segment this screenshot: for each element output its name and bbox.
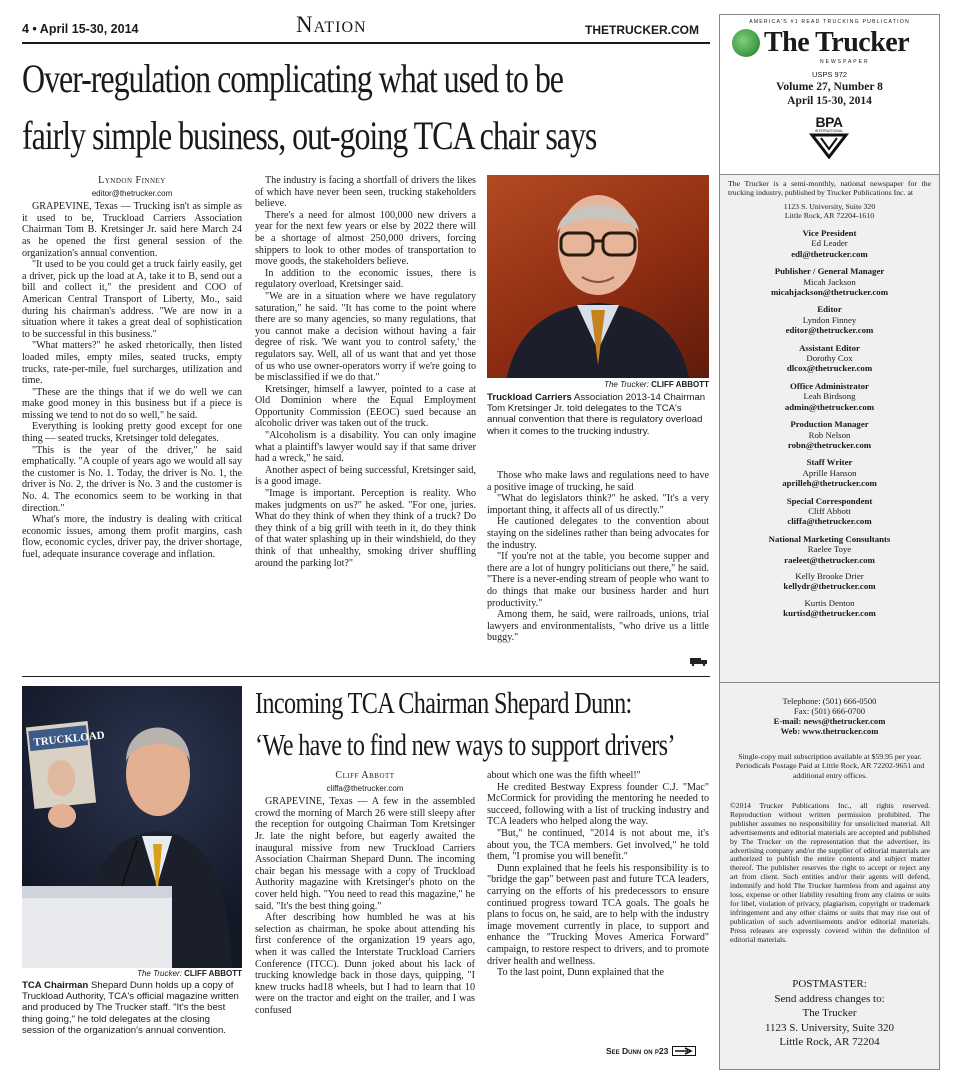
story2-byline: Cliff Abbott <box>335 770 395 781</box>
paragraph: "What do legislators think?" he asked. "It's a very important thing, it affects all of us directly." <box>487 493 709 516</box>
story2-photo-credit <box>22 969 242 978</box>
story1-byline-email[interactable]: editor@thetrucker.com <box>91 188 173 198</box>
staff-name: Raelee Toye <box>807 544 852 555</box>
postmaster-block <box>720 977 939 1050</box>
telephone: Telephone: (501) 666-0500 <box>782 696 877 706</box>
staff-name: Kurtis Denton <box>804 597 855 608</box>
staff-entry <box>720 571 939 592</box>
publisher-address-line2: Little Rock, AR 72204-1610 <box>784 211 875 221</box>
dunn-portrait-image <box>22 686 242 968</box>
staff-name: Micah Jackson <box>803 276 856 287</box>
staff-name: Ed Leader <box>811 238 848 249</box>
credit-publication: The Trucker: <box>137 969 182 978</box>
paragraph: The industry is facing a shortfall of drivers the likes of which have never been seen, trucking stakeholders believe. <box>255 175 476 210</box>
paragraph: In addition to the economic issues, there is regulatory overload, Kretsinger said. <box>255 267 476 291</box>
postmaster-heading: POSTMASTER: <box>792 978 867 990</box>
masthead-volume: Volume 27, Number 8 <box>776 81 883 93</box>
paragraph: "These are the things that if we do well we can make good money in this business but if a piece is missing we tend to not do so well," he said. <box>22 386 242 421</box>
paragraph: Dunn explained that he feels his responsibility is to "bridge the gap" between past and future TCA leaders, carrying on the efforts of his predecessors to ensure continued progress toward TCA goals. The goals he plans to focus on, he said, are to help with the industry image movement currently in place, to support and enhance the "Trucking Moves America Forward" campaign, to restore respect to drivers, and to promote driver health and wellness. <box>487 862 709 967</box>
story1-headline-line2: fairly simple business, out-going TCA chair says <box>22 113 597 158</box>
staff-name: Dorothy Cox <box>806 353 853 364</box>
paragraph: "This is the year of the driver," he said emphatically. "A couple of years ago we would all say the customer is No. 1. Today, the driver is No. 1, the driver is No. 2, the driver is No. 3 and the customer is No. 4. The economics seem to be working in that direction." <box>22 444 242 514</box>
staff-email[interactable]: kurtisd@thetrucker.com <box>783 608 876 619</box>
staff-role: Assistant Editor <box>799 342 860 353</box>
paragraph: To the last point, Dunn explained that the <box>497 967 664 979</box>
publisher-address-line1: 1123 S. University, Suite 320 <box>783 201 876 211</box>
staff-role: National Marketing Consultants <box>768 533 891 544</box>
paragraph: He cautioned delegates to the convention about staying on the sidelines rather than being advocates for the industry. <box>487 516 709 551</box>
staff-role: Office Administrator <box>790 380 869 391</box>
paragraph: "Alcoholism is a disability. You can only imagine what a plaintiff's lawyer would say if that same driver had a wreck," he said. <box>255 430 476 465</box>
bpa-logo-icon <box>808 115 850 161</box>
story1-headline-line1: Over-regulation complicating what used to be <box>22 56 563 101</box>
story2-headline-line1: Incoming TCA Chairman Shepard Dunn: <box>255 685 632 720</box>
story2-headline-line2: ‘We have to find new ways to support drivers’ <box>255 727 675 762</box>
paragraph: "If you're not at the table, you become supper and there are a lot of hungry politicians out there," he said. "There is a never-ending stream of people who want to do things that make our business harder and hurt productivity." <box>487 551 709 609</box>
caption-text: Shepard Dunn holds up a copy of Truckload Authority, TCA's official magazine written and produced by The Trucker staff. "It's the best thing going," he told delegates at the closing session of the organization's annual convention. <box>22 980 239 1036</box>
paragraph: "But," he continued, "2014 is not about me, it's about you, the TCA members. Get involved," he told them, "I promise you will benefit." <box>487 827 709 863</box>
staff-email[interactable]: kellydr@thetrucker.com <box>783 581 876 592</box>
staff-name: Lyndon Finney <box>802 314 857 325</box>
arrow-right-icon <box>672 1046 696 1056</box>
staff-name: Kelly Brooke Drier <box>795 570 864 581</box>
story1-column-1 <box>22 175 242 670</box>
staff-entry <box>720 228 939 259</box>
staff-entry <box>720 304 939 335</box>
kretsinger-portrait-image <box>487 175 709 378</box>
masthead-sidebar <box>719 14 940 1070</box>
paragraph: Those who make laws and regulations need to have a positive image of trucking, he said <box>487 470 709 493</box>
credit-photographer: CLIFF ABBOTT <box>184 969 242 978</box>
credit-photographer: CLIFF ABBOTT <box>651 380 709 389</box>
paragraph: What's more, the industry is dealing with critical economic issues, among them profit margins, cash flow, economic cycles, driver pay, the driver shortage, fuel, adequate insurance coverage and inflation. <box>22 514 242 560</box>
story2-byline-email[interactable]: cliffa@thetrucker.com <box>326 783 404 793</box>
story1-column-2 <box>255 175 476 670</box>
paragraph: There's a need for almost 100,000 new drivers a year for the next few years or else by 2022 there will be a shortage of almost 250,000 drivers, forcing shippers to look to other modes of transportation to move goods, the stakeholders believe. <box>255 209 476 268</box>
staff-entry <box>720 457 939 488</box>
paragraph: After describing how humbled he was at his selection as chairman, he spoke about attending his first conference of the organization 19 years ago, when it was called the Interstate Truckload Carriers Conference (ITCC). Dunn joked about his lack of trucking knowledge back in those days, quipping, "I knew trucks had18 wheels, but I had to learn that 10 were on the tractor and eight on the trailer, and I was confused <box>255 912 475 1016</box>
staff-role: Publisher / General Manager <box>774 266 885 277</box>
story2-column-1 <box>255 770 475 1062</box>
bpa-logo-text: BPA <box>815 114 843 130</box>
continued-jump[interactable] <box>606 1046 696 1056</box>
header-rule <box>22 42 710 44</box>
staff-entry <box>720 419 939 450</box>
contact-email[interactable]: E-mail: news@thetrucker.com <box>773 716 886 726</box>
story-divider <box>22 676 710 677</box>
postmaster-line: Little Rock, AR 72204 <box>779 1036 880 1048</box>
masthead-title: The Trucker <box>764 27 910 58</box>
credit-publication: The Trucker: <box>604 380 649 389</box>
staff-entry <box>720 496 939 527</box>
staff-email[interactable]: robn@thetrucker.com <box>787 439 872 450</box>
globe-logo-icon <box>732 29 760 57</box>
staff-role: Special Correspondent <box>786 495 873 506</box>
masthead-date: April 15-30, 2014 <box>787 95 872 107</box>
staff-name: Rob Nelson <box>808 429 851 440</box>
staff-entry <box>720 534 939 565</box>
staff-email[interactable]: raeleet@thetrucker.com <box>784 554 875 565</box>
staff-name: Leah Birdsong <box>803 391 856 402</box>
masthead-newspaper-label: NEWSPAPER <box>820 59 870 65</box>
paragraph: Kretsinger, himself a lawyer, pointed to a case at Old Dominion where the Equal Employment Opportunity Commission (EEOC) sued because an alcoholic driver was taken out of the truck. <box>255 383 476 430</box>
paragraph: Everything is looking pretty good except for one thing — seated trucks, Kretsinger told delegates. <box>22 421 242 445</box>
story1-byline: Lyndon Finney <box>98 175 166 186</box>
paragraph: about which one was the fifth wheel!" <box>487 770 641 781</box>
staff-role: Vice President <box>802 228 857 238</box>
paragraph: "Image is important. Perception is reality. Who makes judgments on us?" he asked. "For one, juries. What do they think of when they think of a truck? Do they think of a big grill with teeth in it, do they think of that water splashing up in their windshield, do they think of that unhealthy, smoking driver shuffling around the parking lot?" <box>255 488 476 569</box>
story2-photo <box>22 686 242 968</box>
contact-block <box>720 696 939 736</box>
continued-label: See Dunn on p23 <box>606 1046 669 1056</box>
staff-email[interactable]: cliffa@thetrucker.com <box>787 516 872 527</box>
paragraph: Among them, he said, were railroads, unions, trial lawyers and environmentalists, "who drive us a little buggy." <box>487 609 709 644</box>
staff-list <box>720 228 939 619</box>
staff-email[interactable]: edl@thetrucker.com <box>791 248 868 259</box>
fax: Fax: (501) 666-0700 <box>793 706 866 716</box>
paragraph: GRAPEVINE, Texas — Trucking isn't as simple as it used to be, Truckload Carriers Association Chairman Tom B. Kretsinger Jr. said here March 24 as he opened the first general session of the organization's annual convention. <box>22 201 242 259</box>
postmaster-line: The Trucker <box>802 1007 857 1019</box>
staff-name: Cliff Abbott <box>808 505 851 516</box>
story1-caption <box>487 392 709 437</box>
masthead-intro: The Trucker is a semi-monthly, national newspaper for the trucking industry, published by Trucker Publications Inc. at <box>728 179 931 198</box>
staff-email[interactable]: admin@thetrucker.com <box>784 401 875 412</box>
paragraph: Another aspect of being successful, Kretsinger said, is a good image. <box>255 464 476 488</box>
staff-role: Staff Writer <box>806 457 853 468</box>
masthead-usps: USPS 972 <box>811 70 848 79</box>
caption-lead: Truckload Carriers <box>487 392 572 403</box>
staff-email[interactable]: aprilleh@thetrucker.com <box>782 478 877 489</box>
caption-lead: TCA Chairman <box>22 980 89 991</box>
staff-email[interactable]: micahjackson@thetrucker.com <box>770 287 889 298</box>
story2-caption <box>22 980 242 1036</box>
story1-column-3 <box>487 470 709 670</box>
staff-entry <box>720 381 939 412</box>
paragraph: "It used to be you could get a truck fairly easily, get a driver, pick up the load at A, take it to B, send out a bill and collect it," the president and COO of American Central Transport of Liberty, Mo., said during his chairman's address. "We are now in a situation where it takes a great deal of sophistication to be successful in this business." <box>22 259 242 340</box>
staff-email[interactable]: editor@thetrucker.com <box>785 325 874 336</box>
end-truck-icon <box>690 653 708 661</box>
paragraph: GRAPEVINE, Texas — A few in the assembled crowd the morning of March 26 were still sleepy after the reception for outgoing Chairman Tom Kretsinger Jr. late the night before, but eagerly awaited the inaugural missive from new Truckload Carriers Association Chairman Shepard Dunn. The incoming chair began his message with a copy of Truckload Authority magazine with Kretsinger's photo on the cover held high. "You need to read this magazine," he said. "It's the best thing going." <box>255 796 475 912</box>
paragraph: He credited Bestway Express founder C.J. "Mac" McCormick for providing the mentoring he needed to succeed, following with a list of trucking industry and TCA leaders who helped along the way. <box>487 781 709 828</box>
paragraph: "We are in a situation where we have regulatory saturation," he said. "It has come to the point where there are so many agencies, so many regulations, that you cannot make a decision without having a fair degree of risk. 'We want you to control safety,' the regulators say. Well, all of us want that and yet those of us who use owner-operators worry if we're going to be misclassified if we do that." <box>255 290 476 384</box>
story1-photo-credit <box>487 380 709 389</box>
section-title: Nation <box>296 12 367 37</box>
staff-email[interactable]: dlcox@thetrucker.com <box>786 363 873 374</box>
staff-name: Aprille Hanson <box>802 467 857 478</box>
staff-entry <box>720 598 939 619</box>
bpa-logo-subtext: INTERNATIONAL <box>814 129 844 133</box>
subscription-info: Single-copy mail subscription available at $59.95 per year. Periodicals Postage Paid at Little Rock, AR 72202-9651 and additional entry offices. <box>735 752 925 780</box>
masthead-logo-block <box>720 15 939 175</box>
magazine-cover-title: TRUCKLOAD <box>32 729 106 749</box>
story2-column-2 <box>487 770 709 1045</box>
staff-entry <box>720 266 939 297</box>
masthead-tagline: AMERICA'S #1 READ TRUCKING PUBLICATION <box>749 19 910 25</box>
postmaster-line: Send address changes to: <box>774 992 885 1005</box>
contact-web[interactable]: Web: www.thetrucker.com <box>780 726 879 736</box>
paragraph: "What matters?" he asked rhetorically, then listed loaded miles, empty miles, seated trucks, empty trucks, rate-per-mile, fuel surcharges, utilization and time. <box>22 340 242 387</box>
sidebar-divider <box>720 682 939 683</box>
story1-photo <box>487 175 709 378</box>
staff-role: Production Manager <box>790 419 869 430</box>
page-date: 4 • April 15-30, 2014 <box>22 22 139 36</box>
copyright-notice: ©2014 Trucker Publications Inc., all rights reserved. Reproduction without written permission prohibited. The publisher assumes no responsibility for unsolicited material. All advertisements and editorial materials are accepted and published by The Trucker on the representation that the advertiser, its advertising company and/or the supplier of editorial materials are authorized to publish the entire contents and subject matter thereof. The publisher reserves the right to accept or reject any art from client. Such entities and/or their agents will defend, indemnify and hold The Trucker harmless from and against any loss, expense or other liability resulting from any claims or suits for libel, violation of privacy, plagiarism, copyright or trademark infringement and any other claims or suits that may rise out of publication of such advertisements and/or editorial materials. Press releases are expressly covered within the definition of editorial materials. <box>730 801 930 944</box>
site-url[interactable]: THETRUCKER.COM <box>585 23 699 37</box>
staff-entry <box>720 343 939 374</box>
caption-text: Association 2013-14 Chairman Tom Kretsinger Jr. told delegates to the TCA's annual convention that there is regulatory overload when it comes to the trucking industry. <box>487 392 706 437</box>
postmaster-line: 1123 S. University, Suite 320 <box>764 1021 895 1034</box>
staff-role: Editor <box>817 304 842 315</box>
